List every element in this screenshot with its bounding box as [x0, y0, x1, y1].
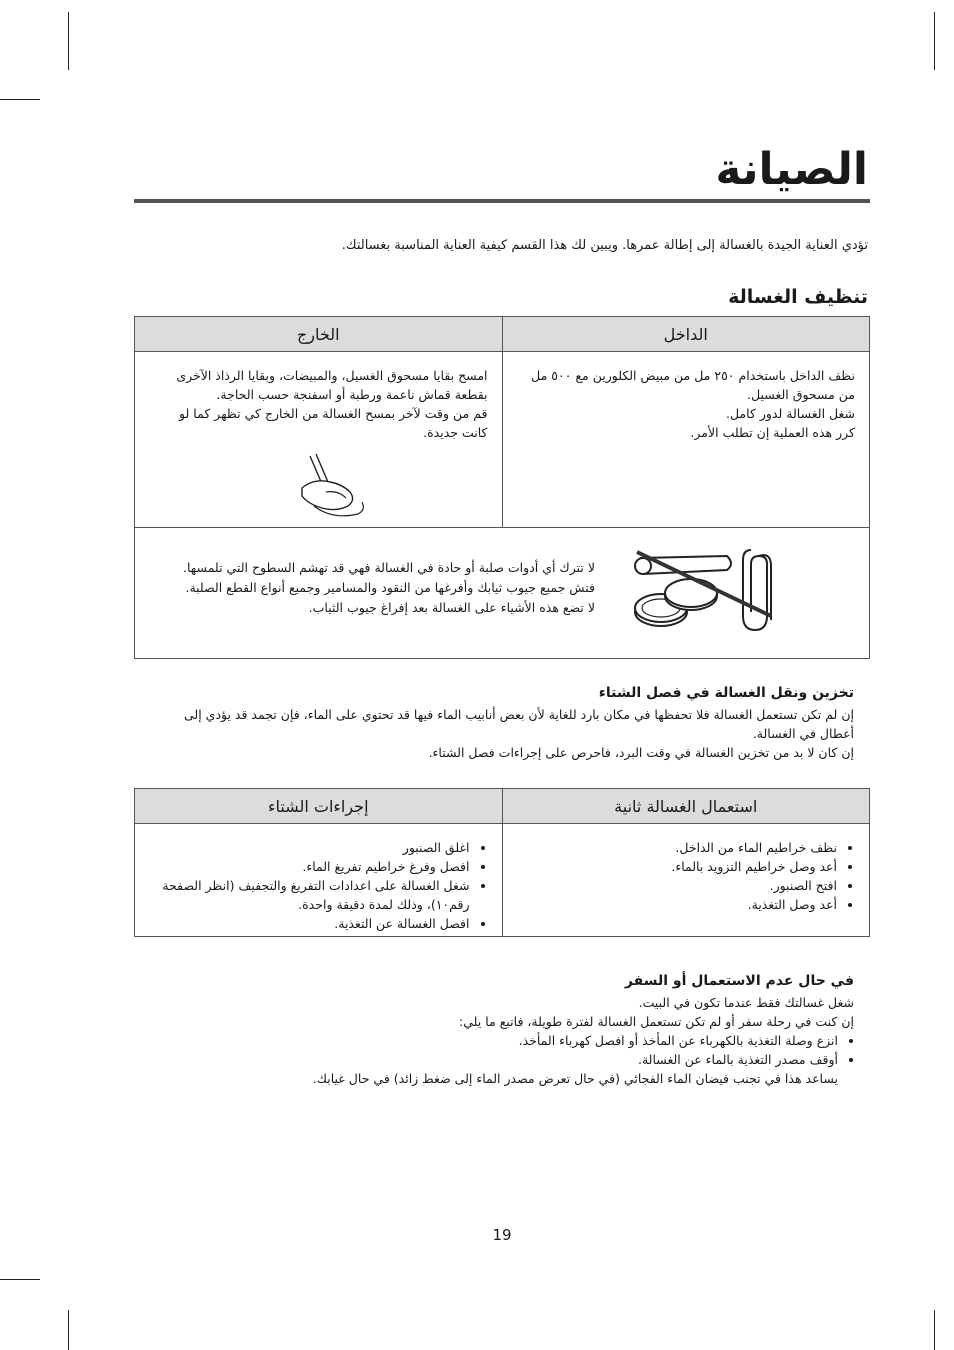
storage-section [124, 684, 854, 762]
col-using-header: استعمال الغسالة ثانية [502, 789, 870, 824]
col-procedures-header: إجراءات الشتاء [135, 789, 503, 824]
list-item: • نظف خراطيم الماء من الداخل. [517, 838, 838, 857]
storage-line: إن لم تكن تستعمل الغسالة فلا تحفظها في مكان بارد للغاية لأن بعض أنابيب الماء فيها قد تحتوي على الماء، فإن تجمد قد يؤدي إلى [183, 707, 854, 722]
list-item: • أعد وصل التغذية. [517, 895, 838, 914]
crop-mark [0, 99, 40, 100]
outside-line: كانت جديدة. [423, 425, 488, 440]
outside-line: امسح بقايا مسحوق الغسيل، والمبيضات، وبقايا الرذاذ الآخرى [176, 368, 488, 383]
cleaning-heading: تنظيف الغسالة [728, 286, 868, 308]
outside-line: بقطعة قماش ناعمة ورطبة أو اسفنجة حسب الحاجة. [216, 387, 488, 402]
warning-line: فتش جميع جيوب ثيابك وأفرغها من النقود والمسامير وجميع أنواع القطع الصلبة. [185, 580, 595, 595]
crop-mark [68, 1310, 69, 1350]
travel-line: شغل غسالتك فقط عندما تكون في البيت. [638, 995, 854, 1010]
crop-mark [0, 1279, 40, 1280]
col-outside-header: الخارج [135, 317, 503, 352]
title-rule [134, 199, 870, 203]
warning-cell [135, 528, 870, 659]
list-item: • اغلق الصنبور [149, 838, 470, 857]
page-number: 19 [492, 1226, 512, 1244]
outside-line: قم من وقت لآخر بمسح الغسالة من الخارج كي تظهر كما لو [179, 406, 488, 421]
travel-note: يساعد هذا في تجنب فيضان الماء الفجائي (في حال تعرض مصدر الماء إلى ضغط زائد) في حال غيابك. [312, 1071, 838, 1086]
storage-line: إن كان لا بد من تخزين الغسالة في وقت البرد، فاحرص على إجراءات فصل الشتاء. [428, 745, 854, 760]
list-item: • افصل الغسالة عن التغذية. [149, 914, 470, 933]
crop-mark [68, 12, 69, 70]
travel-line: إن كنت في رحلة سفر أو لم تكن تستعمل الغسالة لفترة طويلة، فاتبع ما يلي: [459, 1014, 854, 1029]
list-item: • أعد وصل خراطيم التزويد بالماء. [517, 857, 838, 876]
inside-line: نظف الداخل باستخدام ٢٥٠ مل من مبيض الكلورين مع ٥٠٠ مل [531, 368, 855, 383]
inside-line: شغل الغسالة لدور كامل. [725, 406, 855, 421]
list-item: • افتح الصنبور. [517, 876, 838, 895]
storage-heading: تخزين ونقل الغسالة في فصل الشتاء [598, 685, 854, 701]
travel-heading: في حال عدم الاستعمال أو السفر [624, 973, 854, 989]
storage-line: أعطال في الغسالة. [752, 726, 854, 741]
list-item: • شغل الغسالة على اعدادات التفريغ والتجفيف (انظر الصفحة رقم١٠)، وذلك لمدة دقيقة واحدة. [149, 876, 470, 914]
outside-cell [135, 352, 503, 528]
winter-table [134, 788, 870, 937]
warning-line: لا تترك أي أدوات صلبة أو حادة في الغسالة فهي قد تهشم السطوح التي تلمسها. [183, 560, 595, 575]
cleaning-table [134, 316, 870, 659]
travel-section [124, 972, 854, 1088]
list-item: • افصل وفرغ خراطيم تفريغ الماء. [149, 857, 470, 876]
list-item: • أوقف مصدر التغذية بالماء عن الغسالة. [124, 1050, 838, 1069]
sharp-objects-icon [631, 546, 781, 636]
col-inside-header: الداخل [502, 317, 870, 352]
crop-mark [934, 1310, 935, 1350]
using-cell [502, 824, 870, 937]
wiping-hand-icon [292, 452, 372, 524]
intro-text: تؤدي العناية الجيدة بالغسالة إلى إطالة عمرها. ويبين لك هذا القسم كيفية العناية المناسبة بغسالتك. [341, 238, 868, 253]
page-title: الصيانة [715, 144, 868, 195]
inside-line: من مسحوق الغسيل. [747, 387, 855, 402]
warning-line: لا تضع هذه الأشياء على الغسالة بعد إفراغ جيوب الثياب. [308, 600, 595, 615]
inside-cell [502, 352, 870, 528]
inside-line: كرر هذه العملية إن تطلب الأمر. [690, 425, 855, 440]
crop-mark [934, 12, 935, 70]
list-item: • انزع وصلة التغذية بالكهرباء عن المأخذ أو افصل كهرباء المأخذ. [124, 1031, 838, 1050]
procedures-cell [135, 824, 503, 937]
